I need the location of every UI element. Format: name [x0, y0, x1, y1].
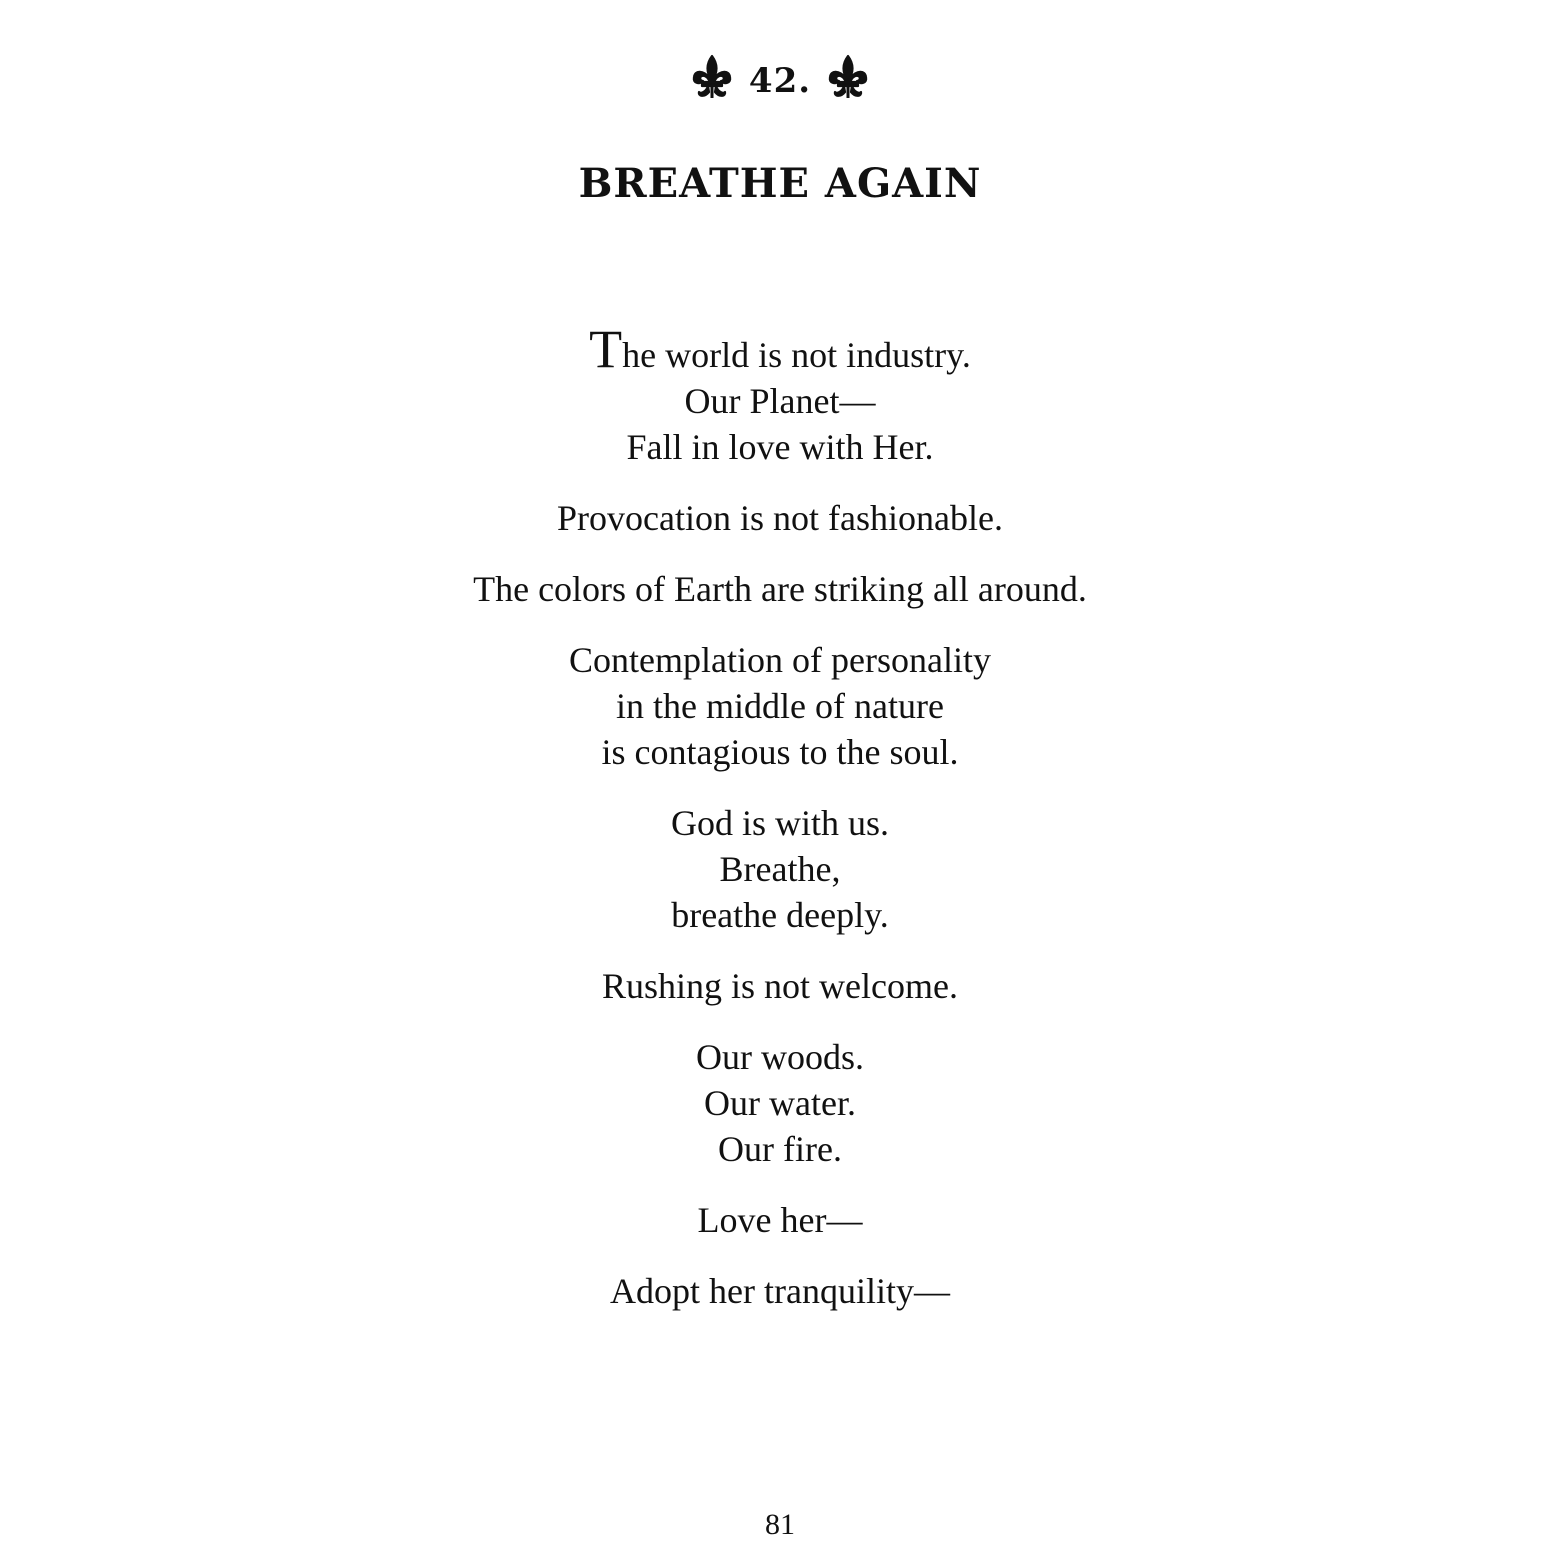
poem-line: breathe deeply.: [671, 895, 889, 935]
poem-line: Adopt her tranquility—: [610, 1271, 950, 1311]
poem-line: Our Planet—: [684, 381, 876, 421]
stanza: [0, 637, 1560, 775]
page-number: 81: [765, 1508, 795, 1541]
stanza: [0, 495, 1560, 541]
poem-line: Fall in love with Her.: [626, 427, 934, 467]
fleur-de-lis-icon: [825, 52, 871, 102]
poem-line: [0, 319, 1560, 379]
stanza: [0, 800, 1560, 938]
poem-line: Our fire.: [718, 1129, 842, 1169]
poem-body: [0, 319, 1560, 1339]
stanza: [0, 1034, 1560, 1172]
stanza: [0, 566, 1560, 612]
poem-line: is contagious to the soul.: [601, 732, 959, 772]
stanza: [0, 319, 1560, 470]
poem-line: Our woods.: [696, 1037, 864, 1077]
chapter-heading: [0, 52, 1560, 102]
poem-line: Rushing is not welcome.: [602, 966, 958, 1006]
poem-line: Breathe,: [719, 849, 841, 889]
stanza: [0, 963, 1560, 1009]
chapter-number: 42.: [748, 61, 812, 101]
stanza: [0, 1268, 1560, 1314]
poem-line-text: he world is not industry.: [622, 335, 971, 375]
poem-line: Love her—: [697, 1200, 863, 1240]
poem-line: Provocation is not fashionable.: [557, 498, 1003, 538]
stanza: [0, 1197, 1560, 1243]
poem-line: God is with us.: [670, 803, 890, 843]
poem-line: The colors of Earth are striking all around.: [473, 569, 1087, 609]
poem-line: Our water.: [704, 1083, 856, 1123]
poem-line: in the middle of nature: [616, 686, 944, 726]
poem-title: BREATHE AGAIN: [578, 160, 982, 207]
drop-cap: T: [589, 319, 623, 379]
fleur-de-lis-icon: [689, 52, 735, 102]
poem-line: Contemplation of personality: [569, 640, 991, 680]
